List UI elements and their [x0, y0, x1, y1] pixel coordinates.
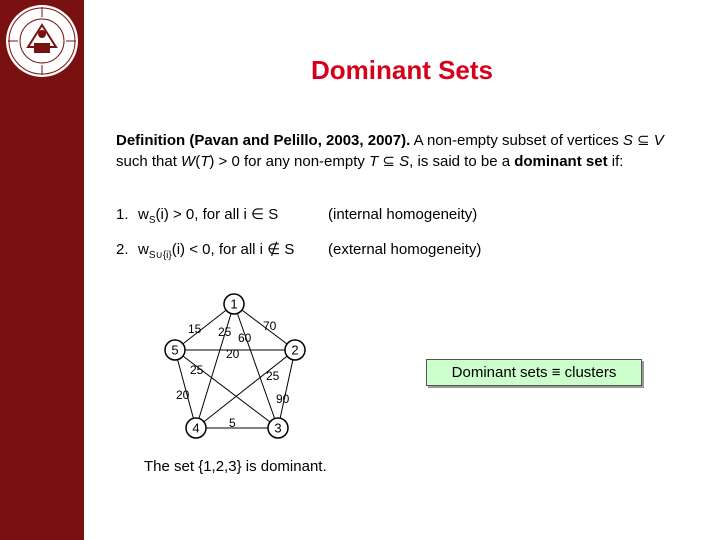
- condition-note: (internal homogeneity): [328, 206, 478, 223]
- weight-label: 25: [266, 369, 280, 383]
- condition-number: 2.: [116, 241, 129, 258]
- definition-part: , is said to be a: [409, 153, 515, 170]
- definition-part: if:: [607, 153, 624, 170]
- node-label: 2: [291, 342, 299, 358]
- definition-keyword: dominant set: [514, 153, 608, 170]
- weight-label: 90: [276, 392, 290, 406]
- weight-label: 25: [190, 363, 204, 377]
- definition-part: S: [622, 132, 633, 149]
- node-label: 4: [192, 420, 200, 436]
- condition-expression: [138, 205, 328, 226]
- edge-5-3: [175, 350, 278, 428]
- definition-part: V: [653, 132, 664, 149]
- weight-label: 20: [226, 347, 240, 361]
- definition-part: such that: [116, 153, 182, 170]
- weight-label: 60: [238, 331, 252, 345]
- slide-title: Dominant Sets: [310, 55, 494, 85]
- condition-argument: (i) < 0, for all i ∉ S: [171, 241, 295, 258]
- condition-1: [116, 205, 477, 226]
- condition-subscript: S∪{i}: [148, 250, 172, 261]
- condition-expression: [138, 240, 328, 261]
- definition-part: ) > 0 for any non-empty: [209, 153, 370, 170]
- weight-label: 25: [218, 325, 232, 339]
- weight-label: 70: [263, 319, 277, 333]
- definition-part: W: [181, 153, 196, 170]
- condition-note: (external homogeneity): [328, 241, 482, 258]
- definition-part: S: [399, 153, 410, 170]
- condition-w: w: [138, 241, 149, 258]
- definition-part: A non-empty subset of vertices: [410, 132, 623, 149]
- definition-part: T: [369, 153, 379, 170]
- weighted-graph: [150, 290, 320, 450]
- graph-caption: The set {1,2,3} is dominant.: [144, 458, 327, 475]
- weight-label: 20: [176, 388, 190, 402]
- definition-part: T: [200, 153, 210, 170]
- weight-label: 15: [188, 322, 202, 336]
- definition-part: ⊆: [378, 153, 400, 170]
- sidebar-band: [0, 0, 84, 540]
- node-label: 1: [230, 296, 238, 312]
- condition-2: [116, 240, 481, 261]
- definition-part: (: [195, 153, 201, 170]
- condition-w: w: [138, 206, 149, 223]
- weight-label: 5: [229, 416, 236, 430]
- condition-subscript: S: [148, 215, 156, 226]
- definition-part: ⊆: [632, 132, 654, 149]
- definition-text: [116, 130, 676, 172]
- condition-argument: (i) > 0, for all i ∈ S: [155, 206, 279, 223]
- definition-lead: Definition (Pavan and Pelillo, 2003, 2007).: [116, 132, 411, 149]
- node-label: 5: [171, 342, 179, 358]
- callout-box: Dominant sets ≡ clusters: [426, 359, 642, 386]
- condition-number: 1.: [116, 206, 129, 223]
- node-label: 3: [274, 420, 282, 436]
- university-seal-icon: [4, 3, 80, 79]
